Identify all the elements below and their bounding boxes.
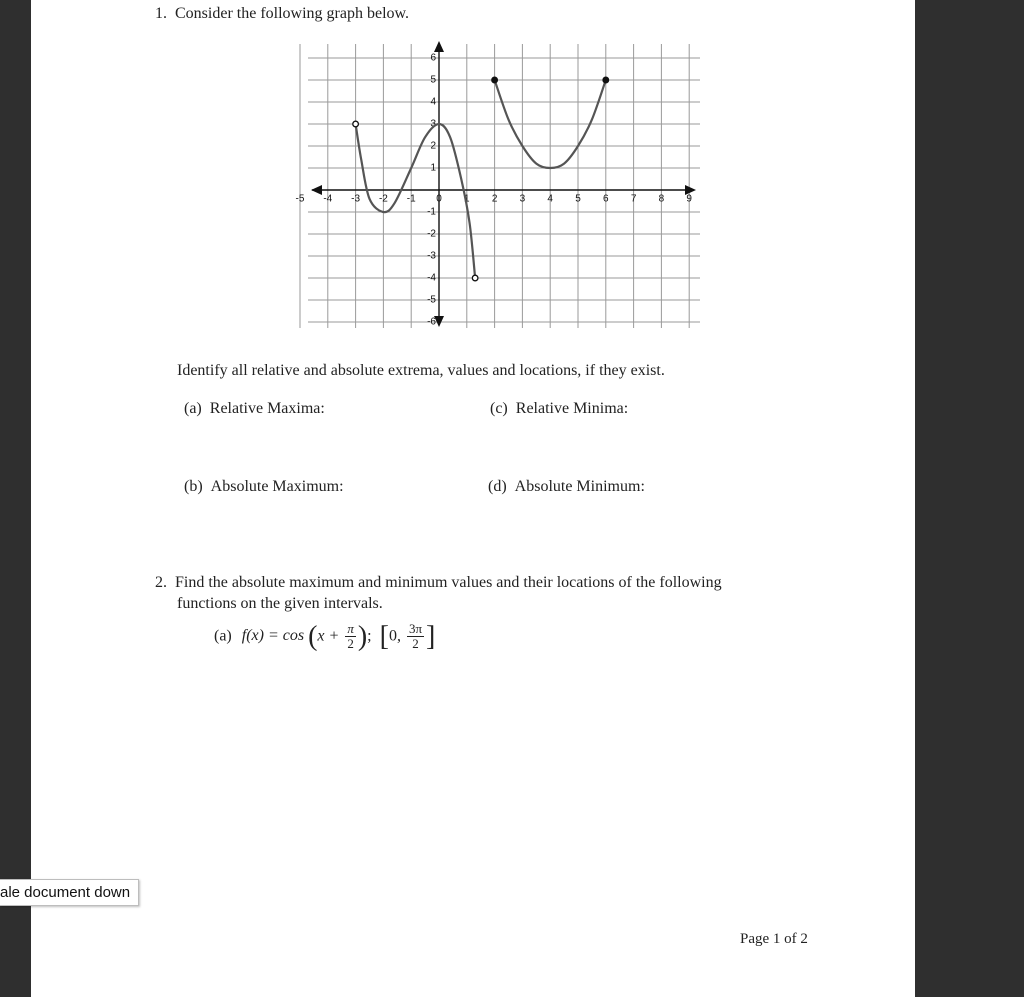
- function-graph: [295, 40, 700, 330]
- part-c-label: (c): [490, 400, 508, 417]
- q2a-function: f(x) = cos: [241, 627, 305, 645]
- x-tick-label: 3: [519, 193, 526, 205]
- x-tick-label: -5: [295, 193, 305, 205]
- x-tick-label: 7: [630, 193, 637, 205]
- question-2-text-1: Find the absolute maximum and minimum values and their locations of the following: [175, 574, 722, 591]
- x-tick-label: -1: [406, 193, 416, 205]
- part-d-text: Absolute Minimum:: [514, 478, 645, 495]
- x-tick-label: 2: [491, 193, 498, 205]
- question-2-line-1: [155, 573, 722, 592]
- q2a-frac-num: π: [347, 621, 354, 636]
- question-1-number: 1.: [155, 5, 167, 22]
- y-axis-arrow-up: [434, 41, 444, 52]
- y-tick-label: 4: [430, 96, 436, 108]
- q2a-pi-over-2: [345, 622, 356, 652]
- graph-grid: [300, 44, 700, 328]
- part-c-text: Relative Minima:: [515, 400, 629, 417]
- x-tick-label: 0: [436, 193, 442, 205]
- part-a-text: Relative Maxima:: [209, 400, 325, 417]
- open-endpoint: [353, 121, 359, 127]
- q2a-semicolon: ;: [367, 627, 372, 645]
- document-page: [31, 0, 915, 997]
- graph-axes: [311, 41, 696, 327]
- part-d-label: (d): [488, 478, 507, 495]
- part-b-label: (b): [184, 478, 203, 495]
- part-a: [184, 399, 325, 418]
- open-endpoint: [472, 275, 478, 281]
- question-2-line-2: functions on the given intervals.: [177, 595, 383, 612]
- part-d: [488, 477, 645, 496]
- question-2-part-a-formula: [214, 622, 435, 652]
- q2a-frac2-num: 3π: [408, 621, 423, 636]
- tooltip-scale-document-down: ale document down: [0, 879, 139, 906]
- x-tick-label: -2: [378, 193, 388, 205]
- x-tick-label: 5: [575, 193, 581, 205]
- x-tick-label: 4: [547, 193, 553, 205]
- y-tick-label: -3: [427, 250, 436, 262]
- q2a-open-paren: (: [308, 620, 318, 652]
- q2a-frac-den: 2: [347, 636, 354, 652]
- closed-endpoint: [492, 77, 498, 83]
- part-b-text: Absolute Maximum:: [210, 478, 344, 495]
- x-tick-label: 1: [464, 193, 470, 205]
- q2a-interval-start: 0,: [388, 627, 401, 645]
- q2a-close-paren: ): [357, 620, 368, 652]
- part-b: [184, 477, 344, 496]
- x-tick-label: -4: [323, 193, 333, 205]
- q2a-open-bracket: [: [379, 620, 389, 652]
- y-tick-label: 3: [430, 118, 436, 130]
- q2a-label: (a): [214, 627, 232, 645]
- question-2-number: 2.: [155, 574, 167, 591]
- x-tick-label: 6: [603, 193, 609, 205]
- y-tick-label: -1: [427, 206, 436, 218]
- y-tick-label: -4: [427, 272, 436, 284]
- x-tick-label: 8: [658, 193, 665, 205]
- y-tick-label: 1: [430, 162, 436, 174]
- y-tick-label: -2: [427, 228, 436, 240]
- question-1-heading: [155, 4, 409, 23]
- question-1-text: Consider the following graph below.: [175, 5, 410, 22]
- question-1-instruction: Identify all relative and absolute extrema, values and locations, if they exist.: [177, 362, 665, 379]
- graph-curves: [356, 80, 606, 278]
- y-tick-label: 5: [430, 74, 436, 86]
- y-tick-label: 2: [430, 140, 436, 152]
- q2a-frac2-den: 2: [412, 636, 419, 652]
- x-axis-arrow-left: [311, 185, 322, 195]
- y-tick-label: -6: [427, 316, 436, 328]
- q2a-3pi-over-2: [407, 622, 424, 652]
- x-tick-label: -3: [351, 193, 361, 205]
- y-tick-label: 6: [430, 52, 436, 64]
- part-c: [490, 399, 628, 418]
- q2a-close-bracket: ]: [426, 620, 436, 652]
- part-a-label: (a): [184, 400, 202, 417]
- x-tick-label: 9: [686, 193, 692, 205]
- page-number: Page 1 of 2: [740, 931, 808, 947]
- q2a-x-plus: x +: [317, 627, 340, 645]
- graph-endpoints: [353, 74, 609, 281]
- y-tick-label: -5: [427, 294, 436, 306]
- closed-endpoint: [603, 77, 609, 83]
